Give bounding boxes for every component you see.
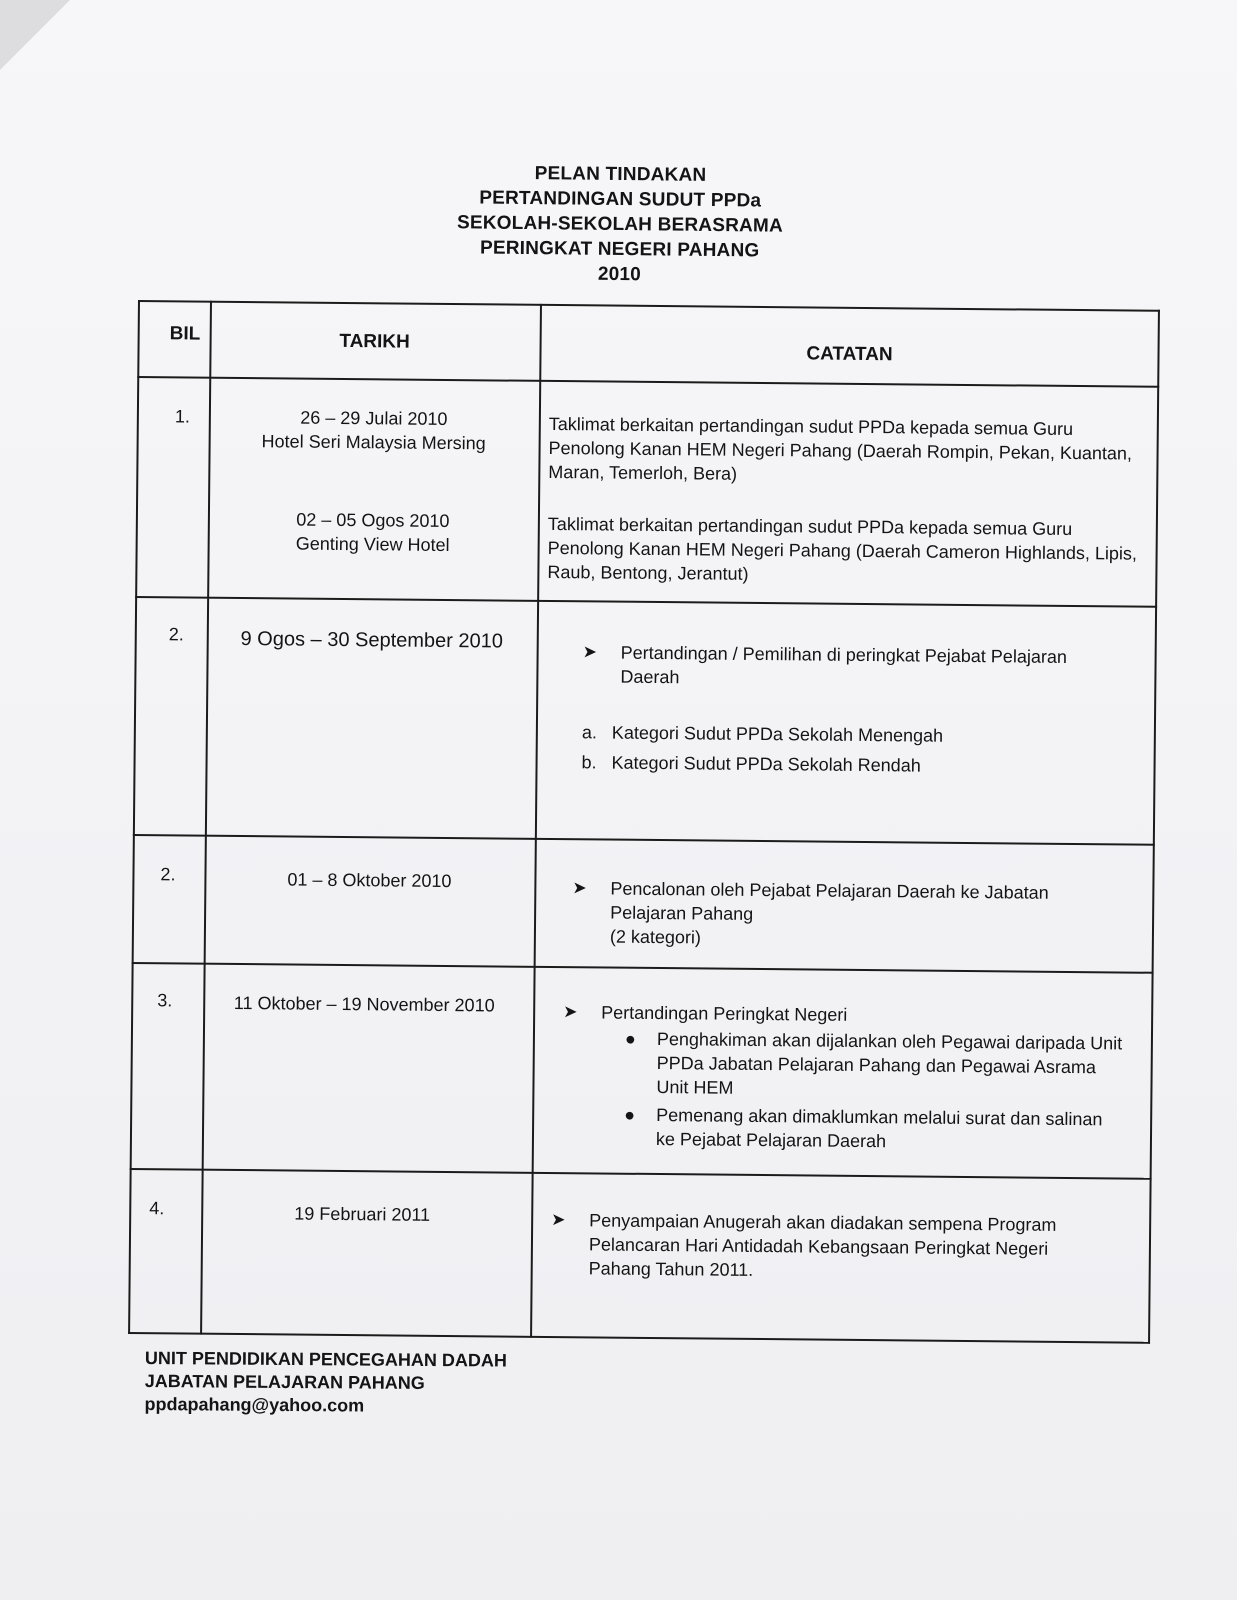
round-bullet-icon: ● [624,1104,636,1125]
row-2-sub-item-a [582,720,1102,749]
row-4-date: 11 Oktober – 19 November 2010 [233,992,495,1016]
row-5-bil: 4. [149,1198,165,1219]
arrowhead-bullet-icon: ➤ [572,878,587,898]
round-bullet-icon: ● [624,1028,636,1049]
row-1-bil: 1. [174,406,190,427]
row-3-date: 01 – 8 Oktober 2010 [287,869,452,892]
row-3-point-extra: (2 kategori) [609,926,702,948]
list-item [624,1103,1122,1156]
row-2-point-text: Pertandingan / Pemilihan di peringkat Pejabat Pelajaran Daerah [620,642,1068,688]
table-rule [200,301,212,1335]
row-1-entry-1-date: 26 – 29 Julai 2010 [300,407,448,429]
row-2-point [582,640,1102,693]
row-1-entry-1-note: Taklimat berkaitan pertandingan sudut PPDa kepada semua Guru Penolong Kanan HEM Negeri Pahang (Daerah Rompin, Pekan, Kuantan, Maran, Temerloh, Bera) [548,413,1133,484]
table-rule [130,1168,1152,1180]
row-1-entry-2-date: 02 – 05 Ogos 2010 [296,509,450,531]
table-rule [132,962,1154,974]
row-5-point [551,1208,1092,1285]
sub-item-text: Kategori Sudut PPDa Sekolah Menengah [611,722,944,746]
header-tarikh: TARIKH [339,330,410,353]
row-2-date: 9 Ogos – 30 September 2010 [240,628,504,653]
table-rule [137,376,1159,388]
table-rule [530,304,542,1338]
sub-item-text: Kategori Sudut PPDa Sekolah Rendah [611,752,921,776]
document-title [399,160,840,290]
row-5-notes [551,1208,1092,1285]
header-bil: BIL [169,323,201,345]
action-plan-table [128,300,1160,1344]
table-rule [128,1332,1150,1344]
table-rule [135,596,1157,608]
row-2-bil: 2. [168,624,184,645]
row-3-point [572,876,1093,953]
table-rule [133,834,1155,846]
bullet-text: Pemenang akan dimaklumkan melalui surat dan salinan ke Pejabat Pelajaran Daerah [655,1105,1103,1152]
title-line-3: SEKOLAH-SEKOLAH BERASRAMA [456,212,784,237]
title-line-1: PELAN TINDAKAN [534,163,707,186]
row-5-date: 19 Februari 2011 [294,1203,431,1225]
row-1-entry-2-venue: Genting View Hotel [295,533,450,556]
row-1-entry-1-venue: Hotel Seri Malaysia Mersing [261,431,486,454]
row-4-bil: 3. [157,990,173,1011]
row-4-bullet-list [624,1027,1123,1156]
title-line-5: 2010 [597,263,642,286]
row-1-entry-1-date-cell [211,405,537,456]
row-4-point [563,1000,1123,1029]
title-line-2: PERTANDINGAN SUDUT PPDa [479,187,762,212]
row-4-point-text: Pertandingan Peringkat Negeri [601,1002,848,1025]
table-rule [1148,310,1160,1344]
title-line-4: PERINGKAT NEGERI PAHANG [479,237,760,262]
row-2-sub-item-b [581,750,1101,779]
sub-item-label: a. [581,722,597,743]
header-catatan: CATATAN [806,343,893,366]
row-3-point-text: Pencalonan oleh Pejabat Pelajaran Daerah ke Jabatan Pelajaran Pahang [610,878,1049,924]
row-3-notes [572,876,1093,953]
footer-unit: UNIT PENDIDIKAN PENCEGAHAN DADAH [144,1348,507,1371]
footer-department: JABATAN PELAJARAN PAHANG [144,1370,425,1393]
arrowhead-bullet-icon: ➤ [582,642,597,662]
table-rule [128,300,140,1334]
row-5-point-text: Penyampaian Anugerah akan diadakan sempena Program Pelancaran Hari Antidadah Kebangsaan Peringkat Negeri Pahang Tahun 2011. [588,1210,1057,1280]
row-4-notes [562,1000,1123,1159]
bullet-text: Penghakiman akan dijalankan oleh Pegawai daripada Unit PPDa Jabatan Pelajaran Pahang dan Pegawai Asrama Unit HEM [656,1029,1123,1098]
arrowhead-bullet-icon: ➤ [551,1210,566,1230]
table-rule [138,300,1160,312]
row-1-entry-2-date-cell [210,507,536,558]
document-footer [145,1347,507,1419]
row-3-bil: 2. [160,864,176,885]
row-1-entry-2-note: Taklimat berkaitan pertandingan sudut PPDa kepada semua Guru Penolong Kanan HEM Negeri Pahang (Daerah Cameron Highlands, Lipis, Raub, Bentong, Jerantut) [547,513,1138,584]
list-item [624,1027,1123,1104]
page-fold-corner [0,0,70,70]
arrowhead-bullet-icon: ➤ [563,1002,578,1022]
footer-email: ppdapahang@yahoo.com [144,1393,365,1416]
row-2-notes [581,640,1102,779]
sub-item-label: b. [581,752,597,773]
